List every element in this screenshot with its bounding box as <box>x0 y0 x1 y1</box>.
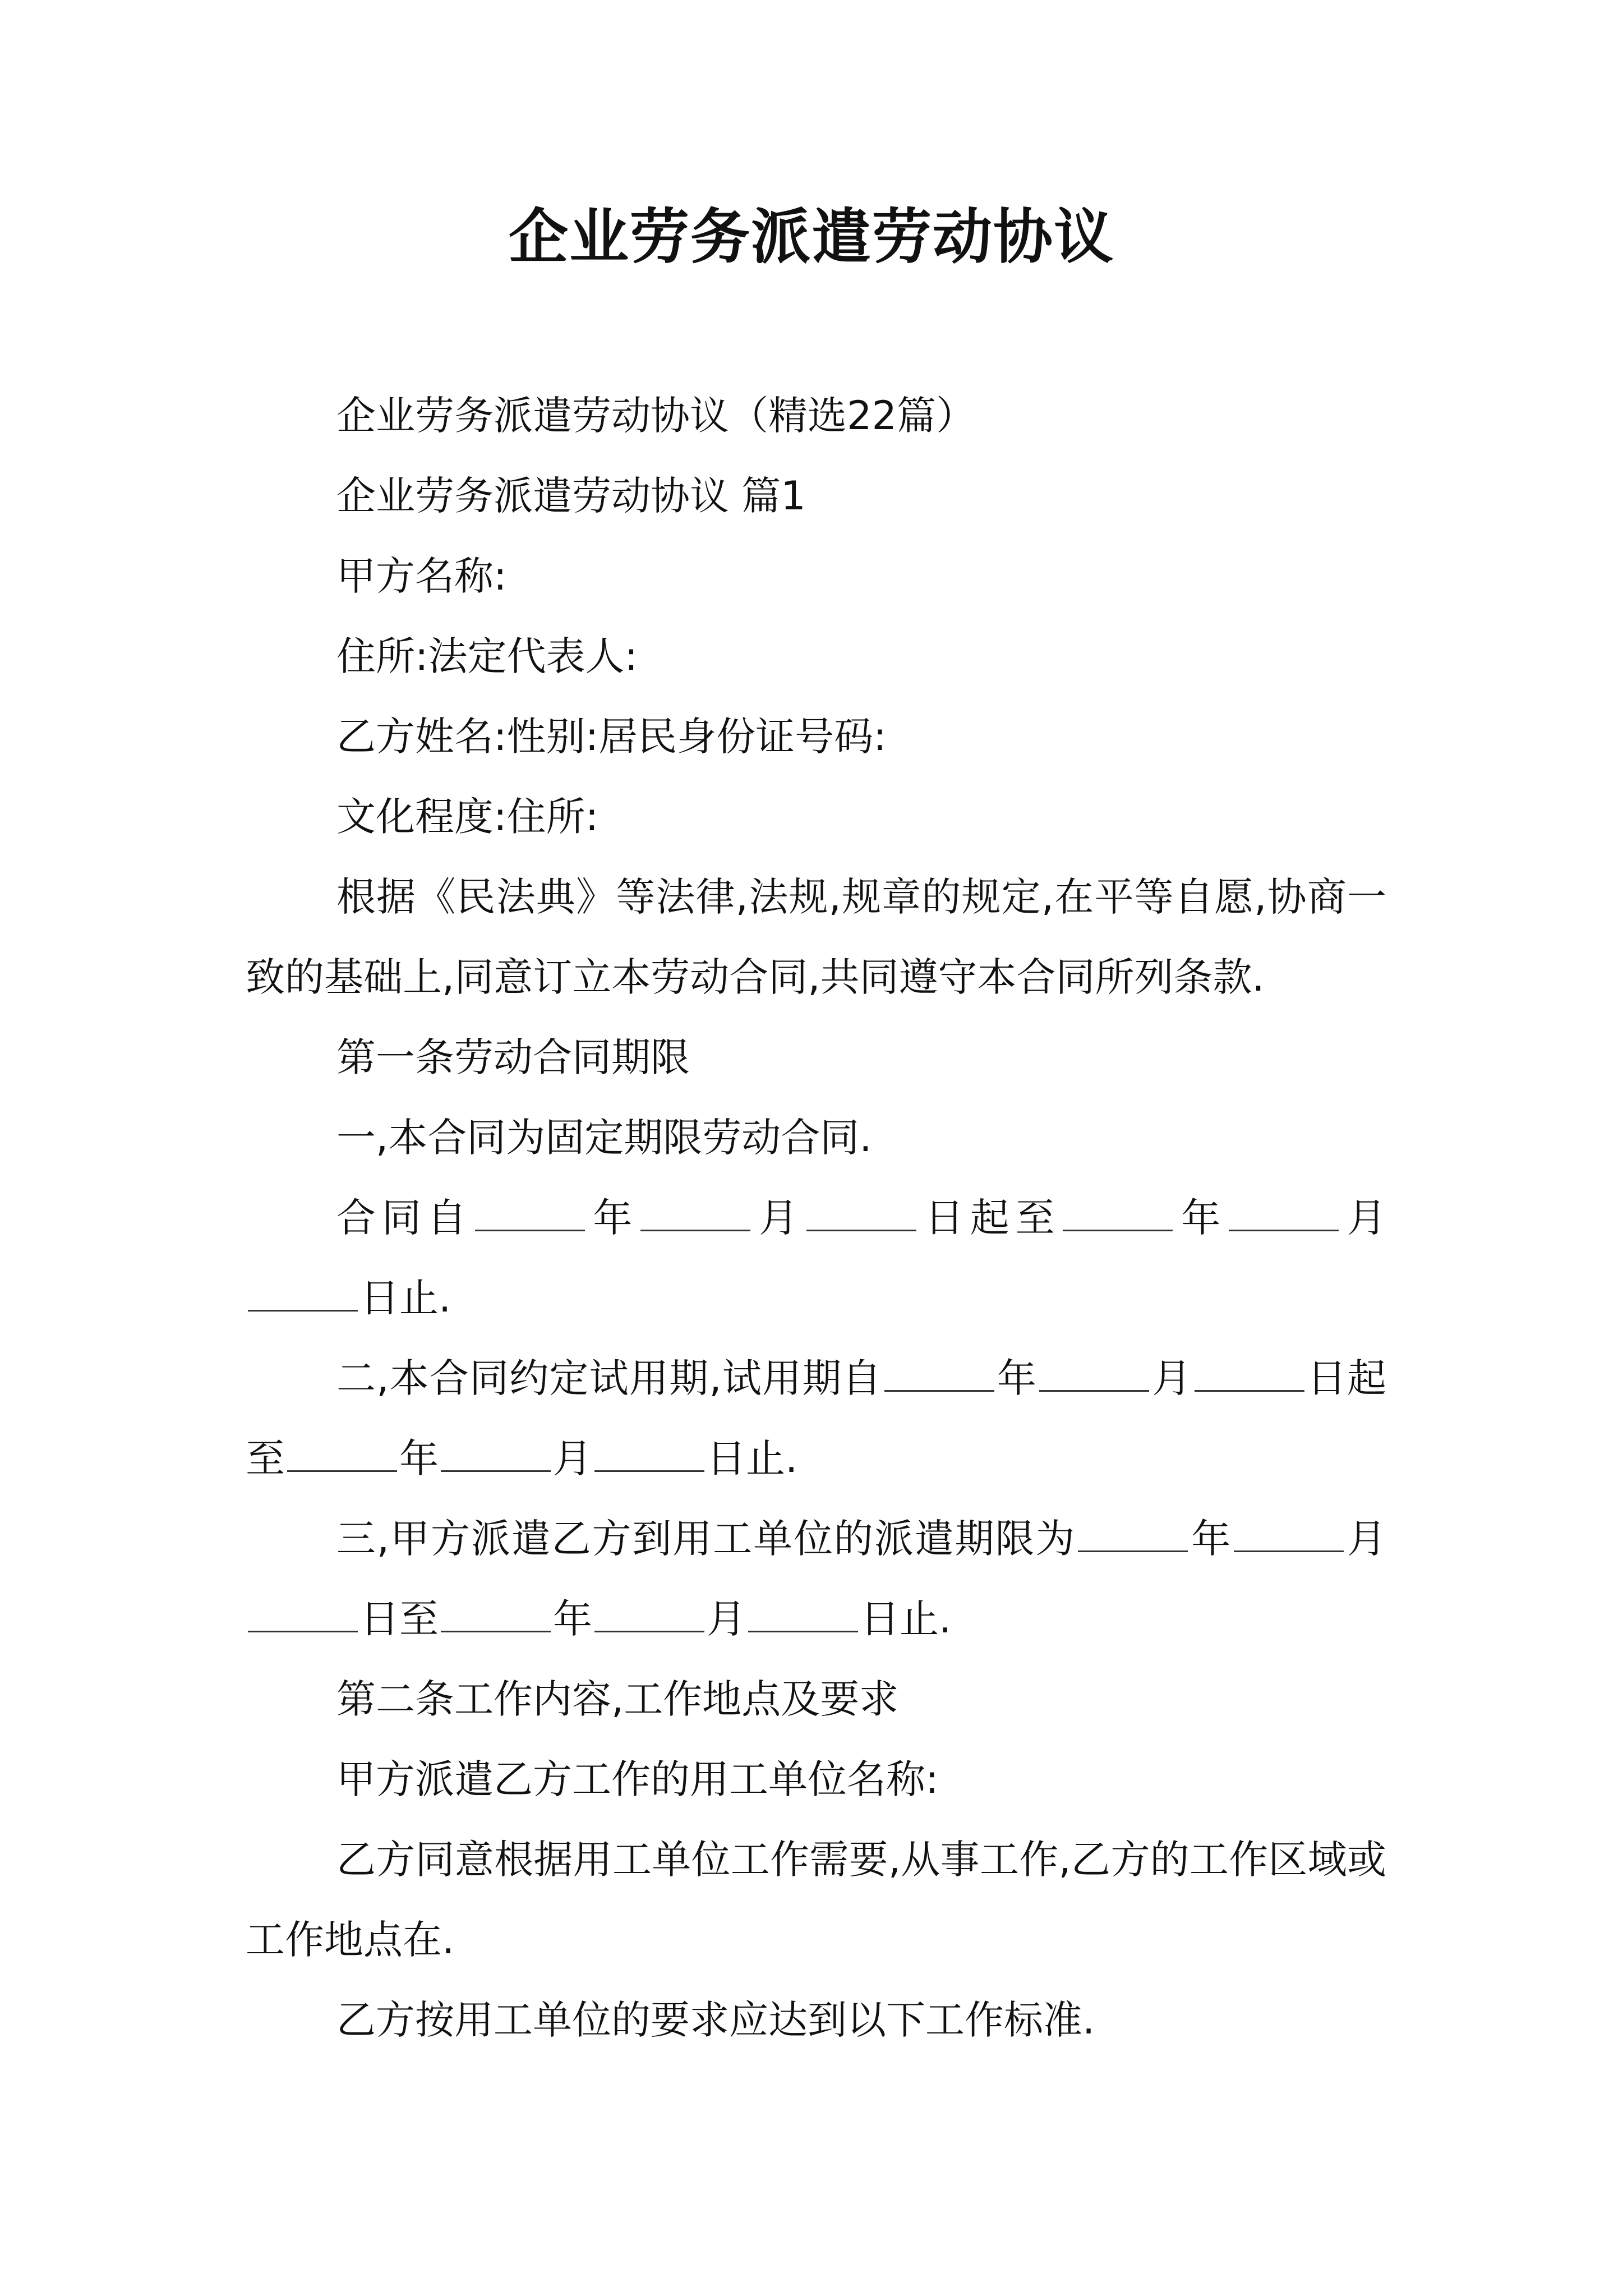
paragraph-dispatch-term <box>246 1499 1386 1659</box>
blank-line <box>1195 1351 1304 1392</box>
text-fragment: 年 <box>553 1596 592 1642</box>
blank-line <box>1229 1190 1339 1231</box>
document-body <box>246 376 1386 2060</box>
text-fragment: 年 <box>1190 1516 1232 1562</box>
blank-line <box>248 1271 358 1312</box>
paragraph-work-location: 乙方同意根据用工单位工作需要,从事工作,乙方的工作区域或工作地点在. <box>246 1837 1386 1963</box>
text-fragment: 月 <box>553 1435 592 1481</box>
blank-line <box>287 1431 397 1472</box>
blank-line <box>1234 1511 1344 1552</box>
blank-line <box>248 1591 358 1632</box>
blank-line <box>748 1591 858 1632</box>
blank-line <box>640 1190 750 1231</box>
paragraph-party-a-address: 住所:法定代表人: <box>336 633 638 679</box>
paragraph-subtitle: 企业劳务派遣劳动协议（精选22篇） <box>336 393 976 439</box>
text-fragment: 二,本合同约定试用期,试用期自 <box>336 1355 882 1401</box>
paragraph-employer-unit-name: 甲方派遣乙方工作的用工单位名称: <box>336 1756 939 1802</box>
text-fragment: 日至 <box>360 1596 439 1642</box>
text-fragment: 日止. <box>360 1275 451 1321</box>
text-fragment: 日止. <box>707 1435 798 1481</box>
paragraph-probation-term <box>246 1338 1386 1499</box>
blank-line <box>1063 1190 1173 1231</box>
text-fragment: 三,甲方派遣乙方到用工单位的派遣期限为 <box>336 1516 1076 1562</box>
paragraph-section-heading: 企业劳务派遣劳动协议 篇1 <box>336 473 806 519</box>
blank-line <box>594 1591 704 1632</box>
text-fragment: 月 <box>1341 1195 1387 1241</box>
paragraph-party-b-education: 文化程度:住所: <box>336 794 599 840</box>
paragraph-article-2-heading: 第二条工作内容,工作地点及要求 <box>336 1676 899 1722</box>
text-fragment: 年 <box>399 1435 439 1481</box>
text-fragment: 日起至 <box>919 1195 1061 1241</box>
paragraph-article-1-item-1: 一,本合同为固定期限劳动合同. <box>336 1115 872 1161</box>
paragraph-work-standard: 乙方按用工单位的要求应达到以下工作标准. <box>336 1997 1095 2043</box>
paragraph-contract-term <box>246 1178 1386 1338</box>
blank-line <box>884 1351 994 1392</box>
blank-line <box>475 1190 585 1231</box>
text-fragment: 日起至 <box>246 1355 1387 1481</box>
text-fragment: 月 <box>753 1195 805 1241</box>
text-fragment: 年 <box>996 1355 1038 1401</box>
blank-line <box>1039 1351 1149 1392</box>
paragraph-preamble: 根据《民法典》等法律,法规,规章的规定,在平等自愿,协商一致的基础上,同意订立本劳动合同,共同遵守本合同所列条款. <box>246 874 1386 1000</box>
paragraph-party-b-info: 乙方姓名:性别:居民身份证号码: <box>336 714 887 760</box>
text-fragment: 年 <box>587 1195 639 1241</box>
text-fragment: 合同自 <box>336 1195 473 1241</box>
text-fragment: 日止. <box>860 1596 952 1642</box>
text-fragment: 月 <box>1346 1516 1387 1562</box>
blank-line <box>594 1431 704 1472</box>
blank-line <box>1078 1511 1188 1552</box>
blank-line <box>441 1431 551 1472</box>
paragraph-party-a-name: 甲方名称: <box>336 553 507 599</box>
blank-line <box>441 1591 551 1632</box>
blank-line <box>806 1190 916 1231</box>
text-fragment: 年 <box>1175 1195 1227 1241</box>
text-fragment: 月 <box>707 1596 746 1642</box>
text-fragment: 月 <box>1151 1355 1192 1401</box>
document-title: 企业劳务派遣劳动协议 <box>509 201 1114 272</box>
paragraph-article-1-heading: 第一条劳动合同期限 <box>336 1034 690 1080</box>
